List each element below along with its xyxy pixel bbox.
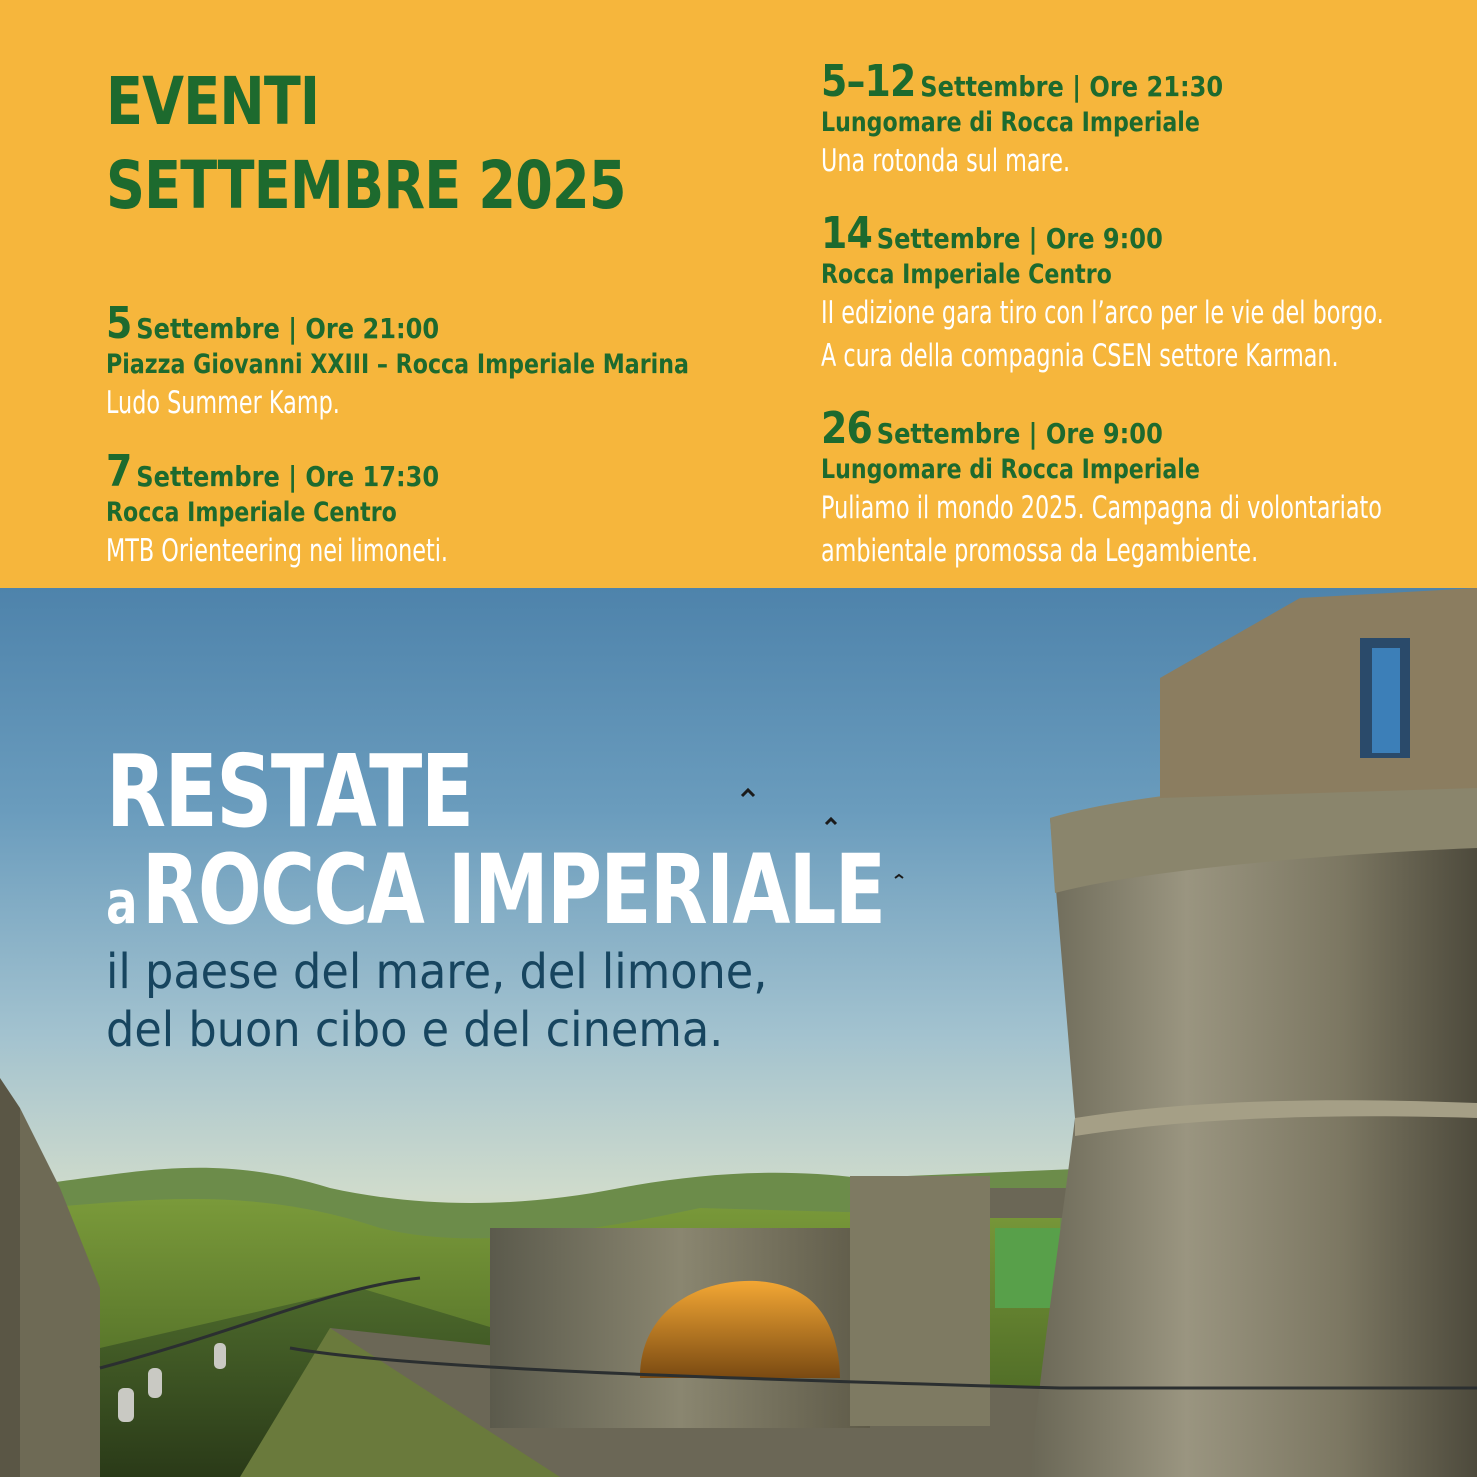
event-description: Una rotonda sul mare. [821, 143, 1071, 179]
headline-prefix: a [106, 868, 138, 938]
event-day: 5–12 [821, 56, 916, 107]
event-date [821, 405, 1477, 453]
events-panel [0, 0, 1477, 590]
event-place: Piazza Giovanni XXIII – Rocca Imperiale Marina [106, 349, 689, 380]
event-item [106, 300, 817, 425]
events-title-line2: SETTEMBRE 2025 [106, 147, 626, 224]
event-day: 26 [821, 403, 872, 454]
headline-main: ROCCA IMPERIALE [141, 834, 885, 946]
event-time: Settembre | Ore 21:30 [920, 70, 1224, 103]
event-item [821, 58, 1289, 183]
event-time: Settembre | Ore 17:30 [136, 460, 440, 493]
tagline-line-2: del buon cibo e del cinema. [106, 1002, 724, 1058]
event-description: Puliamo il mondo 2025. Campagna di volontariato [821, 490, 1382, 526]
events-title-line1: EVENTI [106, 63, 320, 140]
event-place: Lungomare di Rocca Imperiale [821, 107, 1200, 138]
event-date [106, 448, 515, 496]
event-date [821, 210, 1477, 258]
event-description: MTB Orienteering nei limoneti. [106, 533, 449, 569]
event-place: Lungomare di Rocca Imperiale [821, 454, 1200, 485]
event-description: II edizione gara tiro con l’arco per le vie del borgo. [821, 295, 1384, 331]
event-description: ambientale promossa da Legambiente. [821, 533, 1259, 569]
event-item [821, 210, 1477, 378]
event-item [821, 405, 1477, 573]
event-item [106, 448, 581, 573]
headline-rocca-imperiale [106, 834, 885, 946]
event-description: A cura della compagnia CSEN settore Karman. [821, 338, 1339, 374]
event-date [106, 300, 717, 348]
event-place: Rocca Imperiale Centro [106, 497, 397, 528]
event-date [821, 58, 1223, 106]
event-day: 7 [106, 446, 132, 497]
event-time: Settembre | Ore 21:00 [136, 312, 440, 345]
event-day: 14 [821, 208, 872, 259]
event-time: Settembre | Ore 9:00 [876, 222, 1163, 255]
event-description: Ludo Summer Kamp. [106, 385, 340, 421]
events-title [106, 60, 626, 228]
event-time: Settembre | Ore 9:00 [876, 417, 1163, 450]
tagline-line-1: il paese del mare, del limone, [106, 944, 768, 1000]
headline-restate: RESTATE [106, 733, 473, 850]
event-place: Rocca Imperiale Centro [821, 259, 1112, 290]
event-day: 5 [106, 298, 132, 349]
